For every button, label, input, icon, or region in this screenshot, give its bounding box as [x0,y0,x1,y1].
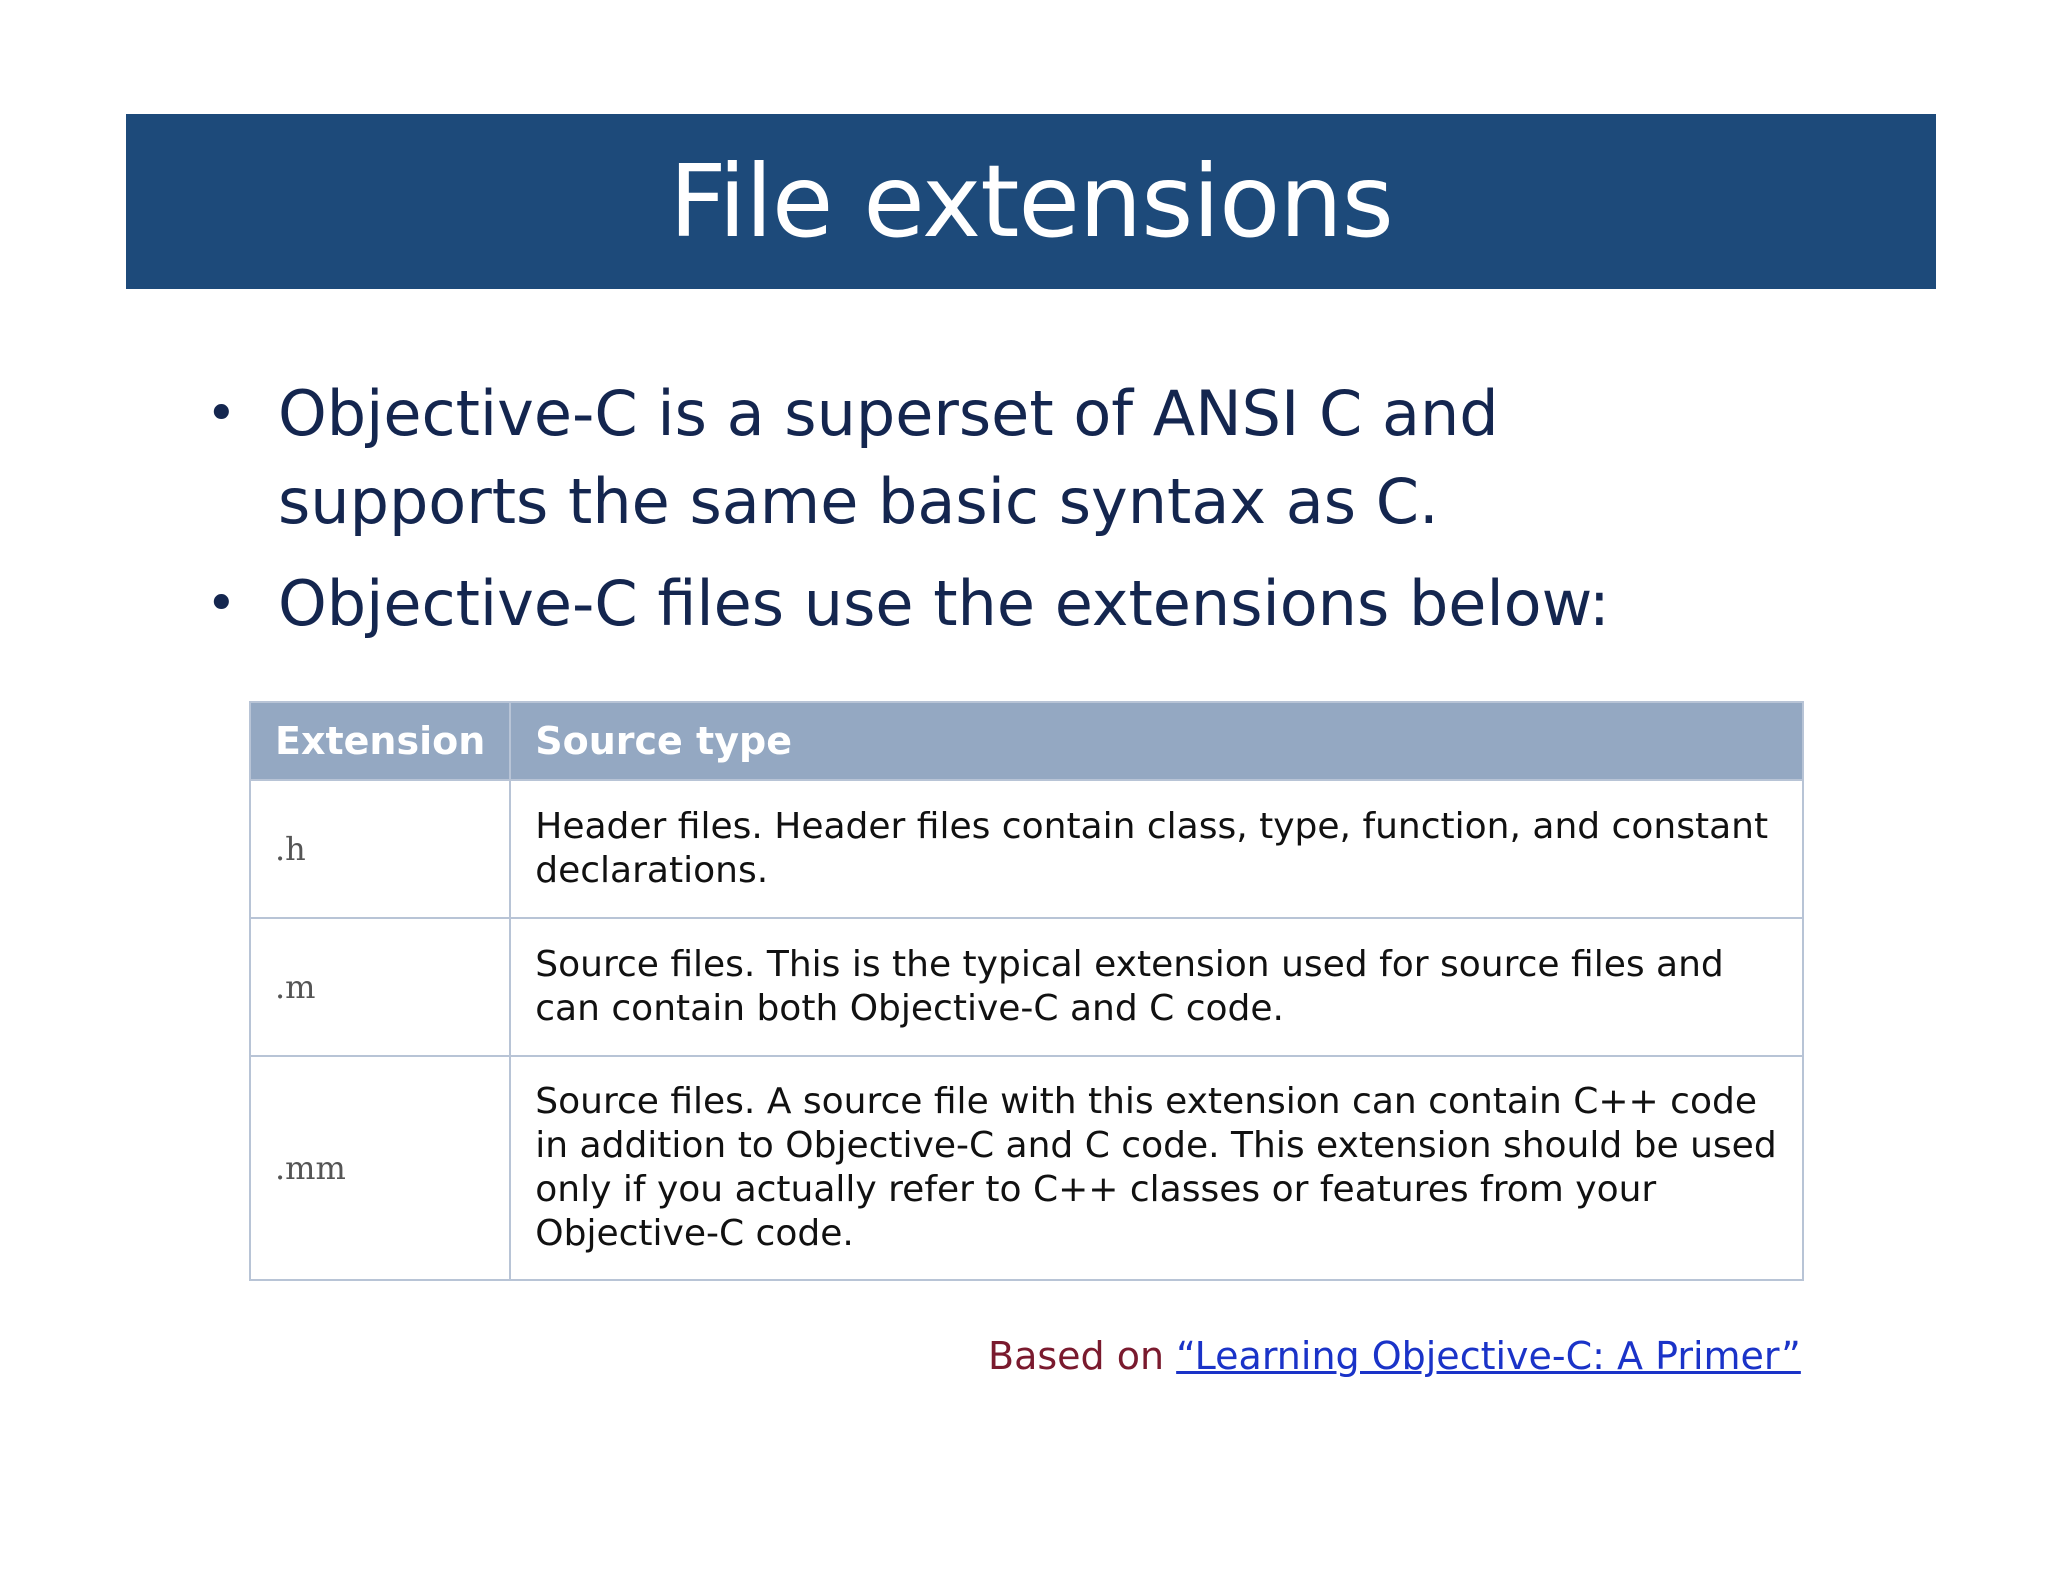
citation-prefix: Based on [988,1334,1177,1378]
citation-link[interactable]: “Learning Objective-C: A Primer” [1176,1334,1801,1378]
column-header-extension: Extension [250,702,510,780]
title-bar [126,114,1936,289]
bullet-dot-icon: • [206,574,237,634]
slide-title: File extensions [669,142,1393,260]
source-type-cell: Source files. A source file with this extension can contain C++ code in addition to Objective-C and C code. This extension should be used only if you actually refer to C++ classes or features from your Objective-C code. [510,1056,1803,1280]
citation [988,1332,1801,1380]
extension-cell: .m [250,918,510,1056]
bullet-item [200,370,1760,546]
table-row [250,918,1803,1056]
source-type-cell: Header files. Header files contain class, type, function, and constant declarations. [510,780,1803,918]
table-header-row [250,702,1803,780]
extension-cell: .mm [250,1056,510,1280]
bullet-text: Objective-C is a superset of ANSI C and supports the same basic syntax as C. [278,377,1499,538]
table-row [250,780,1803,918]
bullet-text: Objective-C files use the extensions below: [278,567,1610,640]
source-type-cell: Source files. This is the typical extension used for source files and can contain both Objective-C and C code. [510,918,1803,1056]
table-row [250,1056,1803,1280]
extension-cell: .h [250,780,510,918]
extensions-table [249,701,1804,1281]
column-header-source-type: Source type [510,702,1803,780]
bullet-list [200,370,1760,662]
bullet-item [200,560,1760,648]
bullet-dot-icon: • [206,384,237,444]
